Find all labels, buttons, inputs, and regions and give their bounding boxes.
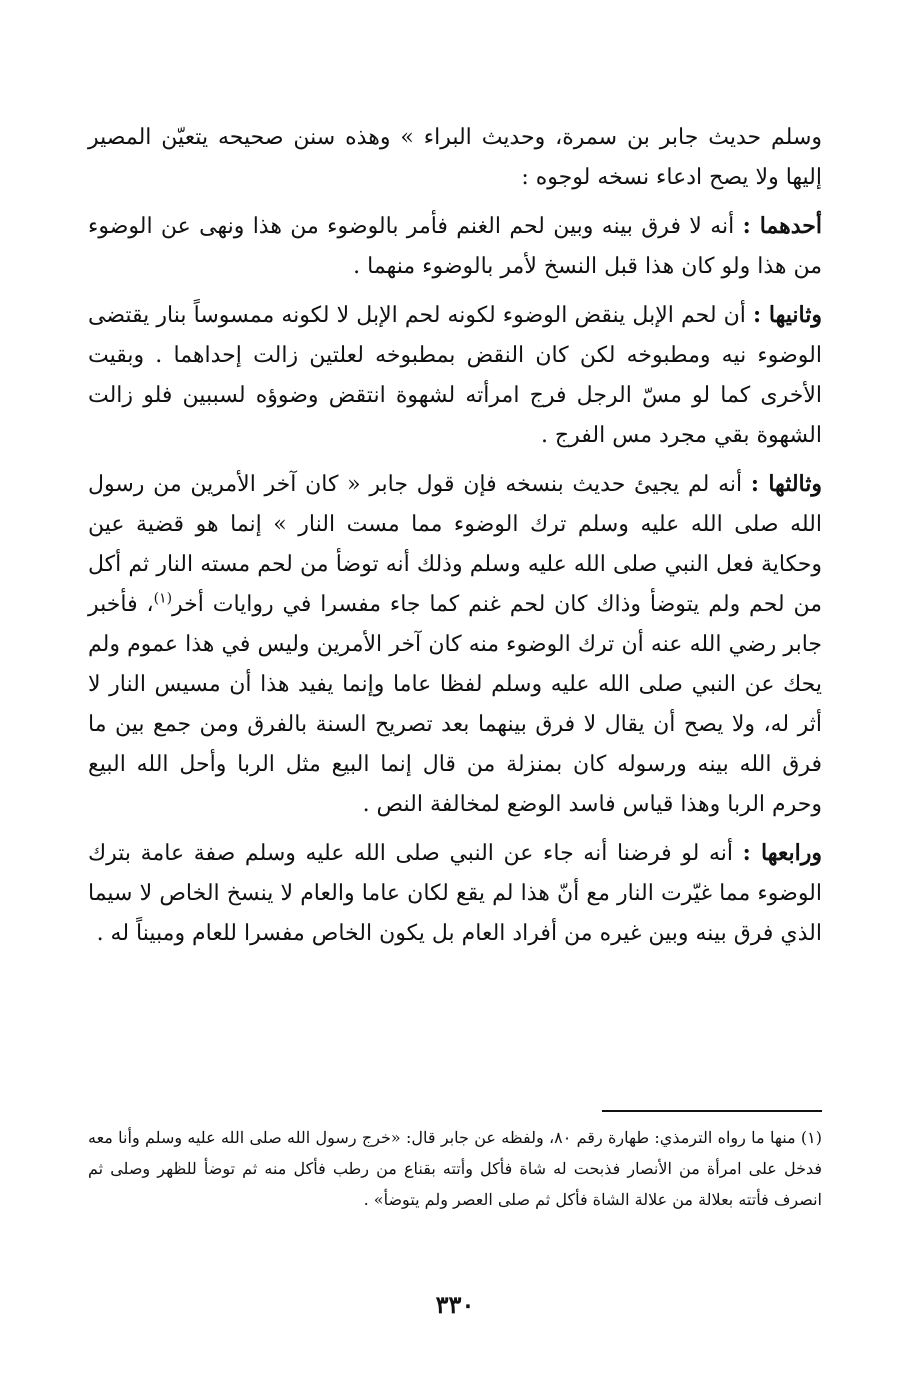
footnote-divider [602, 1110, 822, 1112]
first-reason-heading: أحدهما : [742, 213, 822, 239]
page-body [88, 118, 822, 962]
second-reason-heading: وثانيها : [753, 302, 822, 328]
page-number: ٣٣٠ [435, 1290, 475, 1319]
paragraph-second-reason [88, 295, 822, 456]
first-reason-text: أنه لا فرق بينه وبين لحم الغنم فأمر بالوضوء من هذا ونهى عن الوضوء من هذا ولو كان هذا قبل النسخ لأمر بالوضوء منهما . [88, 214, 822, 279]
fourth-reason-text: أنه لو فرضنا أنه جاء عن النبي صلى الله عليه وسلم صفة عامة بترك الوضوء مما غيّرت النار مع أنّ هذا لم يقع لكان عاما والعام لا ينسخ الخاص لا سيما الذي فرق بينه وبين غيره من أفراد العام بل يكون الخاص مفسرا للعام ومبيناً له . [88, 841, 822, 946]
third-reason-heading: وثالثها : [750, 471, 822, 497]
intro-text: وسلم حديث جابر بن سمرة، وحديث البراء » وهذه سنن صحيحه يتعيّن المصير إليها ولا يصح ادعاء نسخه لوجوه : [88, 125, 822, 190]
paragraph-first-reason [88, 206, 822, 287]
second-reason-text: أن لحم الإبل ينقض الوضوء لكونه لحم الإبل لا لكونه ممسوساً بنار يقتضى الوضوء نيه ومطبوخه لكن كان النقض بمطبوخه لعلتين زالت إحداهما . وبقيت الأخرى كما لو مسّ الرجل فرج امرأته لشهوة انتقض وضوؤه لسببين فلو زالت الشهوة بقي مجرد مس الفرج . [88, 303, 822, 448]
footnote [88, 1122, 822, 1215]
third-reason-text-a: أنه لم يجيئ حديث بنسخه فإن قول جابر « كان آخر الأمرين من رسول الله صلى الله عليه وسلم ترك الوضوء مما مست النار » إنما هو قضية عين وحكاية فعل النبي صلى الله عليه وسلم وذلك أنه توضأ من لحم مسته النار ثم أكل من لحم ولم يتوضأ وذاك كان لحم غنم كما جاء مفسرا في روايات أخر [88, 472, 822, 617]
footnote-text: (١) منها ما رواه الترمذي: طهارة رقم ٨٠، ولفظه عن جابر قال: «خرج رسول الله صلى الله عليه وسلم وأنا معه فدخل على امرأة من الأنصار فذبحت له شاة فأكل وأتته بقناع من رطب فأكل منه ثم توضأ للظهر وصلى ثم انصرف فأتته بعلالة من علالة الشاة فأكل ثم صلى العصر ولم يتوضأ» . [88, 1128, 823, 1209]
paragraph-fourth-reason [88, 833, 822, 954]
footnote-reference: (١) [153, 590, 173, 607]
intro-paragraph [88, 118, 822, 198]
paragraph-third-reason [88, 464, 822, 825]
fourth-reason-heading: ورابعها : [742, 840, 822, 866]
third-reason-text-b: ، فأخبر جابر رضي الله عنه أن ترك الوضوء منه كان آخر الأمرين وليس في هذا عموم ولم يحك عن النبي صلى الله عليه وسلم لفظا عاما وإنما يفيد هذا أن مسيس النار لا أثر له، ولا يصح أن يقال لا فرق بينهما بعد تصريح السنة بالفرق ومن جمع بين ما فرق الله بينه ورسوله كان بمنزلة من قال إنما البيع مثل الربا وأحل الله البيع وحرم الربا وهذا قياس فاسد الوضع لمخالفة النص . [88, 592, 822, 817]
